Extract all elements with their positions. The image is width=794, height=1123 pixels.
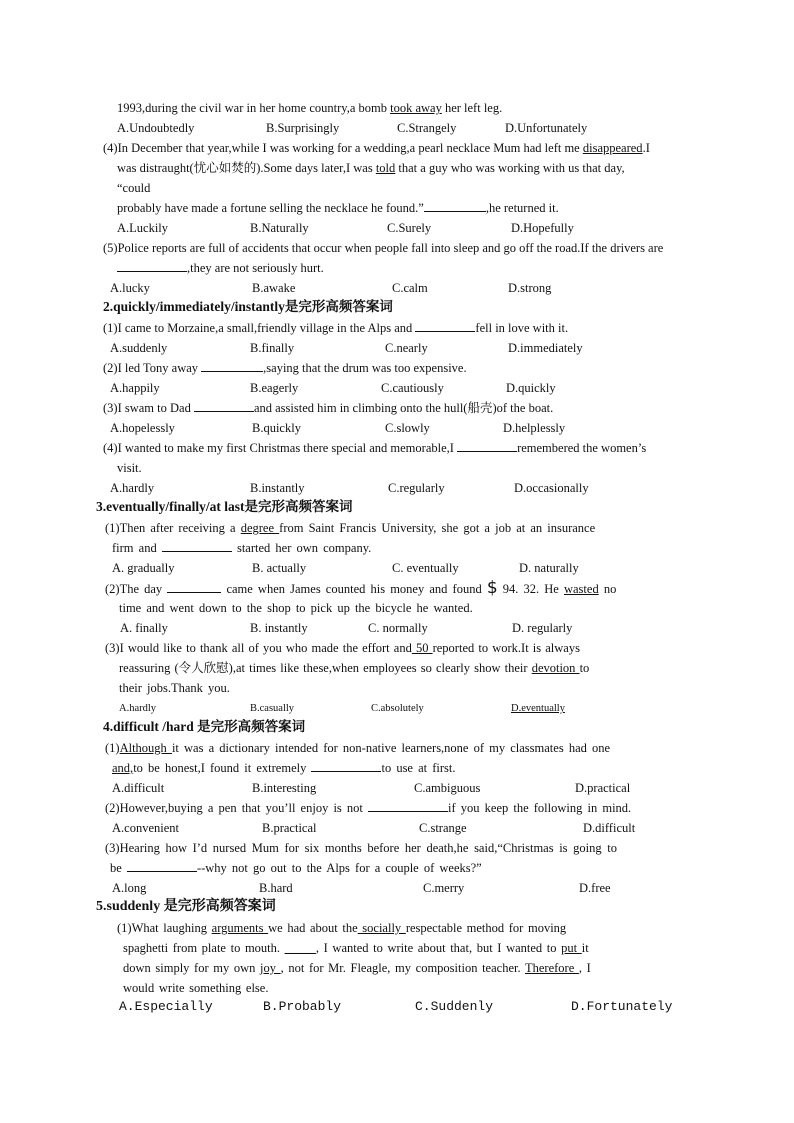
text: came when James counted his money and found bbox=[221, 582, 487, 596]
option-a[interactable]: A.happily bbox=[110, 381, 160, 395]
text: (2)I led Tony away bbox=[103, 361, 202, 375]
option-b[interactable]: B. actually bbox=[252, 561, 307, 575]
option-a[interactable]: A.hopelessly bbox=[110, 421, 175, 435]
underlined-word: 50 bbox=[411, 641, 433, 655]
text: .I bbox=[642, 141, 650, 155]
option-b[interactable]: B.practical bbox=[262, 821, 317, 835]
option-d[interactable]: D. naturally bbox=[519, 561, 579, 575]
option-c[interactable]: C.cautiously bbox=[381, 381, 444, 395]
text: ,they are not seriously hurt. bbox=[187, 261, 324, 275]
section-4-heading: 4.difficult /hard 是完形高频答案词 bbox=[103, 719, 306, 734]
option-c[interactable]: C.slowly bbox=[385, 421, 430, 435]
text: spaghetti from plate to mouth. bbox=[123, 941, 285, 955]
option-a[interactable]: A.convenient bbox=[112, 821, 179, 835]
option-c[interactable]: C.nearly bbox=[385, 341, 428, 355]
option-b[interactable]: B.finally bbox=[250, 341, 295, 355]
s4-q3-line1: (3)Hearing how I’d nursed Mum for six months before her death,he said,“Christmas is going to bbox=[105, 841, 617, 855]
answer-blank[interactable] bbox=[368, 799, 448, 812]
answer-blank[interactable] bbox=[424, 199, 486, 212]
q1-4-line1 bbox=[103, 139, 650, 157]
text: (1)I came to Morzaine,a small,friendly village in the Alps and bbox=[103, 321, 416, 335]
option-b[interactable]: B.Probably bbox=[263, 999, 342, 1014]
s3-q3-line3: their jobs.Thank you. bbox=[119, 681, 230, 695]
underlined-word: and, bbox=[112, 761, 134, 775]
text: reassuring (令人欣慰),at times like these,when employees so clearly show their bbox=[119, 661, 532, 675]
underlined-word: degree bbox=[240, 521, 280, 535]
s5-q1-line4: would write something else. bbox=[123, 981, 269, 995]
s4-q1-line1 bbox=[105, 739, 610, 757]
s3-q1-line2 bbox=[112, 539, 371, 557]
s3-q2-line2: time and went down to the shop to pick up the bicycle he wanted. bbox=[119, 601, 473, 615]
option-c[interactable]: C.Suddenly bbox=[415, 999, 494, 1014]
q1-5-line1: (5)Police reports are full of accidents that occur when people fall into sleep and go off the road.If the drivers are bbox=[103, 241, 664, 255]
text: be bbox=[110, 861, 127, 875]
option-d[interactable]: D.Hopefully bbox=[511, 221, 574, 235]
s4-q2 bbox=[105, 799, 631, 817]
option-d[interactable]: D.practical bbox=[575, 781, 631, 795]
section-5-heading: 5.suddenly 是完形高频答案词 bbox=[96, 899, 276, 914]
answer-blank[interactable] bbox=[415, 319, 475, 332]
underlined-word: disappeared bbox=[582, 141, 643, 155]
option-b[interactable]: B.instantly bbox=[250, 481, 305, 495]
answer-blank[interactable] bbox=[117, 259, 187, 272]
option-d[interactable]: D.Unfortunately bbox=[505, 121, 588, 135]
option-a[interactable]: A. gradually bbox=[112, 561, 175, 575]
s5-q1-line2 bbox=[123, 939, 589, 957]
option-a[interactable]: A.Undoubtedly bbox=[117, 121, 195, 135]
option-d[interactable]: D.immediately bbox=[508, 341, 583, 355]
option-d[interactable]: D. regularly bbox=[512, 621, 573, 635]
option-c[interactable]: C.strange bbox=[419, 821, 467, 835]
q1-4-line4 bbox=[117, 199, 559, 217]
text: (2)However,buying a pen that you’ll enjoy is not bbox=[105, 801, 369, 815]
q1-3-line bbox=[117, 99, 502, 117]
option-d[interactable]: D.strong bbox=[508, 281, 552, 295]
text: (1)Then after receiving a bbox=[105, 521, 241, 535]
text: , I bbox=[578, 961, 591, 975]
text: (3)I swam to Dad bbox=[103, 401, 194, 415]
s2-q4-line1 bbox=[103, 439, 646, 457]
option-c[interactable]: C. normally bbox=[368, 621, 428, 635]
answer-blank[interactable]: _____ bbox=[284, 941, 316, 955]
option-c[interactable]: C.Strangely bbox=[397, 121, 457, 135]
text: no bbox=[598, 582, 617, 596]
option-d[interactable]: D.occasionally bbox=[514, 481, 589, 495]
s3-q3-line1 bbox=[105, 639, 580, 657]
option-b[interactable]: B.Naturally bbox=[250, 221, 309, 235]
underlined-word: arguments bbox=[211, 921, 269, 935]
s2-q2 bbox=[103, 359, 467, 377]
option-b[interactable]: B.hard bbox=[259, 881, 293, 895]
underlined-word: Although bbox=[119, 741, 172, 755]
option-a[interactable]: A.Especially bbox=[119, 999, 213, 1014]
text: from Saint Francis University, she got a job at an insurance bbox=[279, 521, 596, 535]
text: (2)The day bbox=[105, 582, 168, 596]
answer-blank[interactable] bbox=[311, 759, 381, 772]
text: to bbox=[579, 661, 590, 675]
option-b[interactable]: B.eagerly bbox=[250, 381, 299, 395]
s3-q1-line1 bbox=[105, 519, 595, 537]
q1-4-line3: “could bbox=[117, 181, 151, 195]
text: started her own company. bbox=[231, 541, 372, 555]
underlined-word: socially bbox=[357, 921, 406, 935]
option-a[interactable]: A.hardly bbox=[119, 703, 157, 714]
option-c[interactable]: C. eventually bbox=[392, 561, 459, 575]
text: fell in love with it. bbox=[475, 321, 569, 335]
underlined-word: Therefore bbox=[525, 961, 579, 975]
option-c[interactable]: C.calm bbox=[392, 281, 428, 295]
text: (1) bbox=[105, 741, 120, 755]
text: down simply for my own bbox=[123, 961, 261, 975]
option-b[interactable]: B. instantly bbox=[250, 621, 308, 635]
section-3-heading: 3.eventually/finally/at last是完形高频答案词 bbox=[96, 499, 353, 514]
q1-4-line2 bbox=[117, 159, 625, 177]
text: reported to work.It is always bbox=[432, 641, 580, 655]
s5-q1-line3 bbox=[123, 959, 591, 977]
option-d[interactable]: D.helplessly bbox=[503, 421, 566, 435]
option-d[interactable]: D.Fortunately bbox=[571, 999, 673, 1014]
text: (3)I would like to thank all of you who made the effort and bbox=[105, 641, 412, 655]
text: if you keep the following in mind. bbox=[448, 801, 632, 815]
option-a[interactable]: A.long bbox=[112, 881, 147, 895]
s2-q3 bbox=[103, 399, 553, 417]
option-a[interactable]: A.hardly bbox=[110, 481, 155, 495]
text: it was a dictionary intended for non-native learners,none of my classmates had one bbox=[171, 741, 611, 755]
option-c[interactable]: C.Surely bbox=[387, 221, 432, 235]
text: we had about the bbox=[268, 921, 358, 935]
answer-blank[interactable] bbox=[127, 859, 197, 872]
text: 1993,during the civil war in her home country,a bomb bbox=[117, 101, 391, 115]
text: 94. 32. He bbox=[497, 582, 564, 596]
answer-blank[interactable] bbox=[457, 439, 517, 452]
text: it bbox=[581, 941, 589, 955]
text: respectable method for moving bbox=[405, 921, 567, 935]
answer-blank[interactable] bbox=[162, 539, 232, 552]
underlined-word: joy bbox=[260, 961, 281, 975]
option-c[interactable]: C.regularly bbox=[388, 481, 445, 495]
underlined-word: devotion bbox=[531, 661, 580, 675]
option-a[interactable]: A.lucky bbox=[110, 281, 150, 295]
option-d[interactable]: D.free bbox=[579, 881, 611, 895]
option-d[interactable]: D.difficult bbox=[583, 821, 636, 835]
option-a[interactable]: A.suddenly bbox=[110, 341, 168, 355]
text: to be honest,I found it extremely bbox=[133, 761, 312, 775]
text: ,he returned it. bbox=[485, 201, 559, 215]
text: (4)In December that year,while I was working for a wedding,a pearl necklace Mum had left me bbox=[103, 141, 583, 155]
text: her left leg. bbox=[441, 101, 503, 115]
text: , I wanted to write about that, but I wanted to bbox=[315, 941, 562, 955]
underlined-word: took away bbox=[390, 101, 442, 115]
option-a[interactable]: A. finally bbox=[120, 621, 168, 635]
option-c[interactable]: C.merry bbox=[423, 881, 465, 895]
text: was distraught(忧心如焚的).Some days later,I was bbox=[117, 161, 376, 175]
text: --why not go out to the Alps for a couple of weeks?” bbox=[196, 861, 482, 875]
text: to use at first. bbox=[381, 761, 456, 775]
text: (4)I wanted to make my first Christmas there special and memorable,I bbox=[103, 441, 458, 455]
option-c[interactable]: C.ambiguous bbox=[414, 781, 481, 795]
text: firm and bbox=[112, 541, 162, 555]
option-b[interactable]: B.Surprisingly bbox=[266, 121, 340, 135]
option-b[interactable]: B.interesting bbox=[252, 781, 317, 795]
text: probably have made a fortune selling the necklace he found.” bbox=[117, 201, 424, 215]
option-a[interactable]: A.Luckily bbox=[117, 221, 169, 235]
text: , not for Mr. Fleagle, my composition teacher. bbox=[280, 961, 525, 975]
s3-q2-line1 bbox=[105, 579, 616, 598]
text: remembered the women’s bbox=[517, 441, 647, 455]
s4-q3-line2 bbox=[110, 859, 482, 877]
answer-blank[interactable] bbox=[167, 580, 221, 593]
text: that a guy who was working with us that day, bbox=[395, 161, 625, 175]
underlined-word: wasted bbox=[563, 582, 599, 596]
option-c[interactable]: C.absolutely bbox=[371, 703, 424, 714]
option-b[interactable]: B.awake bbox=[252, 281, 296, 295]
text: What laughing bbox=[131, 921, 212, 935]
underlined-word: put bbox=[561, 941, 582, 955]
section-2-heading: 2.quickly/immediately/instantly是完形高频答案词 bbox=[103, 299, 393, 314]
text: and assisted him in climbing onto the hull(船壳)of the boat. bbox=[253, 401, 554, 415]
s5-q1-line1 bbox=[117, 919, 566, 937]
s2-q1 bbox=[103, 319, 568, 337]
option-b[interactable]: B.casually bbox=[250, 703, 295, 714]
dollar-sign: $ bbox=[486, 578, 498, 598]
s3-q3-line2 bbox=[119, 659, 589, 677]
underlined-word: told bbox=[375, 161, 396, 175]
option-b[interactable]: B.quickly bbox=[252, 421, 301, 435]
option-d[interactable]: D.quickly bbox=[506, 381, 556, 395]
s4-q1-line2 bbox=[112, 759, 456, 777]
option-d[interactable]: D.eventually bbox=[511, 703, 565, 714]
q1-5-line2 bbox=[117, 259, 324, 277]
question-number: (1) bbox=[117, 921, 132, 935]
s2-q4-line2: visit. bbox=[117, 461, 142, 475]
answer-blank[interactable] bbox=[201, 359, 263, 372]
option-a[interactable]: A.difficult bbox=[112, 781, 165, 795]
answer-blank[interactable] bbox=[194, 399, 254, 412]
text: ,saying that the drum was too expensive. bbox=[263, 361, 467, 375]
